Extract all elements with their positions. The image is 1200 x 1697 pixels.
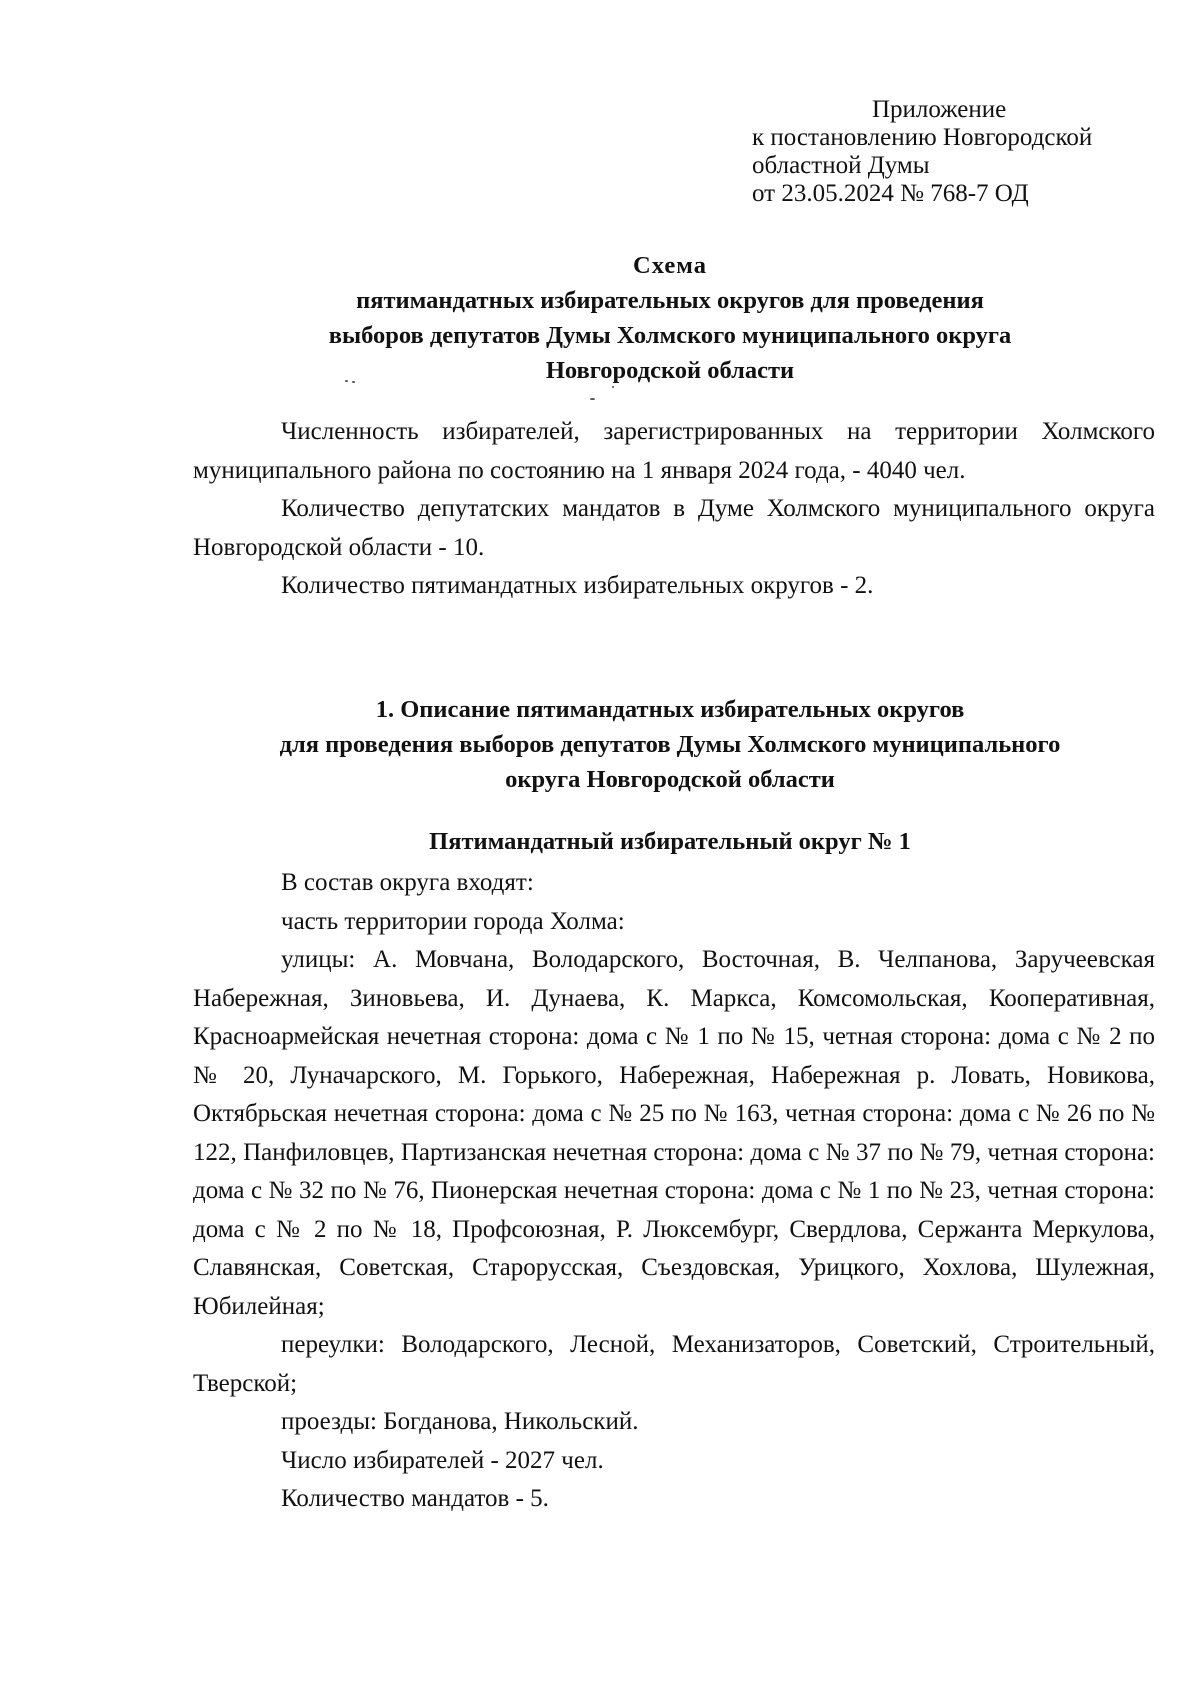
title-line-3: Новгородской области bbox=[545, 357, 795, 384]
district-composition-intro: В состав округа входят: bbox=[281, 869, 534, 896]
mandates-count-paragraph: Количество депутатских мандатов в Думе Холмского муниципального округа Новгородской области - 10. bbox=[193, 495, 1155, 561]
district-heading: Пятимандатный избирательный округ № 1 bbox=[429, 828, 911, 855]
appendix-date-number: от 23.05.2024 № 768-7 ОД bbox=[752, 180, 1029, 207]
district-voters-count: Число избирателей - 2027 чел. bbox=[281, 1446, 604, 1474]
scan-speck bbox=[345, 380, 348, 382]
district-mandates-count: Количество мандатов - 5. bbox=[281, 1485, 549, 1512]
voters-count-paragraph: Численность избирателей, зарегистрированных на территории Холмского муниципального района по состоянию на 1 января 2024 года, - 4040 чел. bbox=[193, 418, 1155, 484]
appendix-line-3: областной Думы bbox=[752, 152, 930, 179]
document-title bbox=[190, 248, 1150, 388]
scan-speck bbox=[612, 386, 614, 388]
title-main: Схема bbox=[633, 252, 707, 279]
district-passages: проезды: Богданова, Никольский. bbox=[281, 1408, 639, 1435]
section-heading-line-1: 1. Описание пятимандатных избирательных округов bbox=[375, 696, 965, 723]
districts-count-paragraph: Количество пятимандатных избирательных округов - 2. bbox=[281, 572, 874, 599]
appendix-block bbox=[752, 96, 1092, 208]
section-heading bbox=[190, 692, 1150, 797]
scan-speck bbox=[352, 381, 355, 383]
title-line-2: выборов депутатов Думы Холмского муниципального округа bbox=[328, 322, 1012, 349]
district-description bbox=[193, 864, 1155, 1519]
district-streets: улицы: А. Мовчана, Володарского, Восточная, В. Челпанова, Заручеевская Набережная, Зиновьева, И. Дунаева, К. Маркса, Комсомольская, Кооперативная, Красноармейская нечетная сторона: дома с № 1 по № 15, четная сторона: дома с № 2 по № 20, Луначарского, М. Горького, Набережная, Набережная р. Ловать, Новикова, Октябрьская нечетная сторона: дома с № 25 по № 163, четная сторона: дома с № 26 по № 122, Панфиловцев, Партизанская нечетная сторона: дома с № 37 по № 79, четная сторона: дома с № 32 по № 76, Пионерская нечетная сторона: дома с № 1 по № 23, четная сторона: дома с № 2 по № 18, Профсоюзная, Р. Люксембург, Свердлова, Сержанта Меркулова, Славянская, Советская, Старорусская, Съездовская, Урицкого, Хохлова, Шулежная, Юбилейная; bbox=[193, 946, 1155, 1320]
section-heading-line-3: округа Новгородской области bbox=[505, 766, 835, 793]
scan-speck bbox=[590, 398, 595, 400]
section-heading-line-2: для проведения выборов депутатов Думы Холмского муниципального bbox=[279, 731, 1061, 758]
district-territory: часть территории города Холма: bbox=[281, 907, 625, 935]
appendix-line-2: к постановлению Новгородской bbox=[752, 124, 1093, 151]
title-line-1: пятимандатных избирательных округов для проведения bbox=[356, 287, 984, 314]
intro-section bbox=[193, 413, 1155, 606]
district-lanes: переулки: Володарского, Лесной, Механизаторов, Советский, Строительный, Тверской; bbox=[193, 1331, 1155, 1397]
appendix-title: Приложение bbox=[872, 96, 1007, 123]
